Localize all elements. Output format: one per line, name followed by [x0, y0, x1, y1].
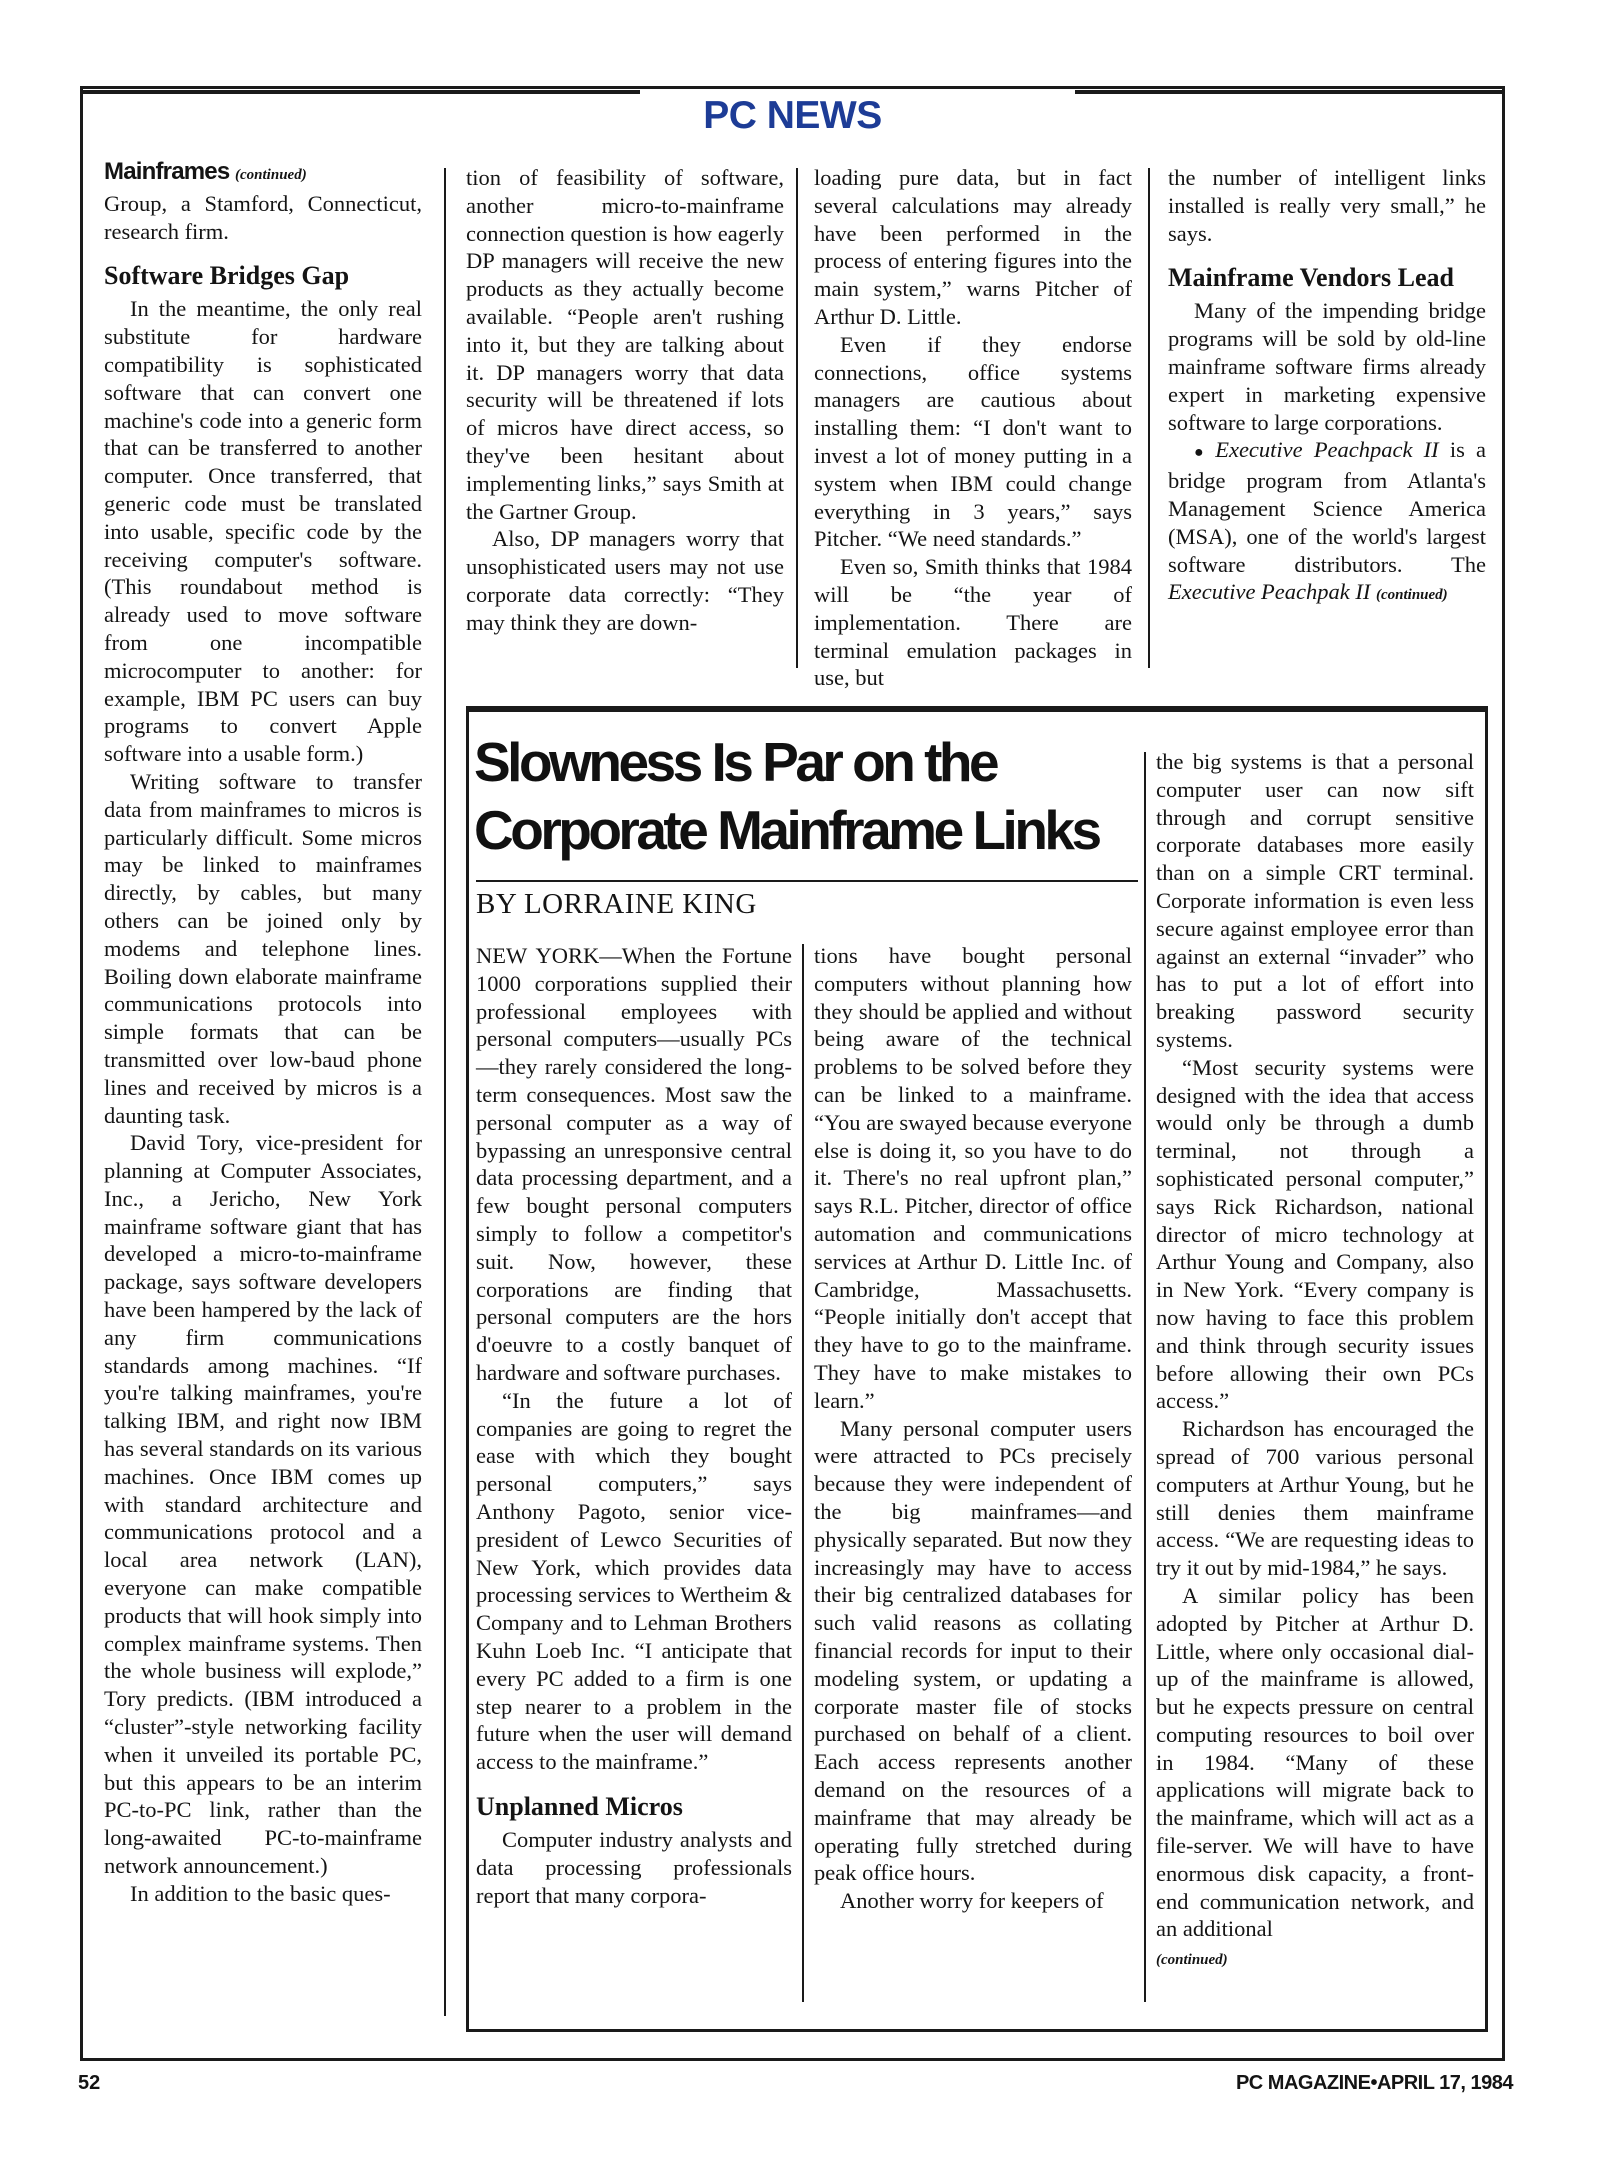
paragraph: Also, DP managers worry that unsophisticated users may not use corporate data correctly: “They may think they are down- — [466, 526, 784, 635]
column-rule — [1144, 752, 1146, 2002]
paragraph: Another worry for keepers of — [840, 1888, 1104, 1914]
paragraph: the number of intelligent links installed is really very small,” he says. — [1168, 165, 1486, 246]
paragraph: Group, a Stamford, Connecticut, research firm. — [104, 190, 422, 244]
column-2 — [466, 164, 784, 637]
article-byline: BY LORRAINE KING — [476, 880, 1138, 921]
column-1 — [104, 158, 422, 1908]
article-column-1 — [476, 942, 792, 1909]
paragraph: Many personal computer users were attracted to PCs precisely because they were independent of the big mainframes—and physically separated. But now they increasingly may have to access their big centralized databases for such valid reasons as collating financial records for input to their modeling system, or updating a corporate master file of stocks purchased on behalf of a client. Each access represents another demand on the resources of a mainframe that may already be operating fully stretched during peak office hours. — [814, 1415, 1132, 1886]
subhead-unplanned-micros: Unplanned Micros — [476, 1791, 683, 1821]
kicker-continued: (continued) — [235, 167, 307, 183]
subhead-software-bridges-gap: Software Bridges Gap — [104, 261, 350, 291]
subhead-mainframe-vendors-lead: Mainframe Vendors Lead — [1168, 263, 1454, 293]
column-3 — [814, 164, 1132, 692]
paragraph: Richardson has encouraged the spread of 700 various personal computers at Arthur Young, but he still denies them mainframe access. “We are requesting ideas to try it out by mid-1984,” he says. — [1156, 1416, 1474, 1581]
paragraph: In the meantime, the only real substitute for hardware compatibility is sophisticated software that can convert one machine's code into a generic form that can be transferred to another computer. Once transferred, that generic code must be translated into usable, specific code by the receiving computer's software. (This roundabout method is already used to move software from one incompatible microcomputer to another: for example, IBM PC users can buy programs to convert Apple software into a usable form.) — [104, 296, 422, 767]
continued-note-line — [1156, 1943, 1474, 1975]
article-headline: Slowness Is Par on the Corporate Mainframe Links — [474, 731, 1099, 861]
paragraph: Computer industry analysts and data processing professionals report that many corpora- — [476, 1826, 792, 1908]
paragraph-bullet — [1168, 436, 1486, 610]
paragraph: Even if they endorse connections, office systems managers are cautious about installing them: “I don't want to invest a lot of money putting in a system when IBM could change everything in 3 years,” says Pitcher. “We need standards.” — [814, 331, 1132, 552]
kicker: Mainframes — [104, 158, 230, 185]
column-rule — [444, 168, 446, 2016]
column-rule — [1148, 168, 1150, 668]
italic-title: Executive Peachpak II — [1168, 579, 1371, 605]
paragraph: David Tory, vice-president for planning at Computer Associates, Inc., a Jericho, New York mainframe software giant that has developed a micro-to-mainframe package, says software developers have been hampered by the lack of any firm communications standards among machines. “If you're talking mainframes, you're talking IBM, and right now IBM has several standards on its various machines. Once IBM comes up with standard architecture and communications protocol and a local area network (LAN), everyone can make compatible products that will hook simply into complex mainframe systems. Then the whole business will explode,” Tory predicts. (IBM introduced a “cluster”-style networking facility when it unveiled its portable PC, but this appears to be an interim PC-to-PC link, rather than the long-awaited PC-to-mainframe network announcement.) — [104, 1130, 422, 1879]
paragraph: tions have bought personal computers without planning how they should be applied and without being aware of the technical problems to be solved before they can be linked to a mainframe. “You are swayed because everyone else is doing it, so you have to do it. There's no real upfront plan,” says R.L. Pitcher, director of office automation and communications services at Arthur D. Little Inc. of Cambridge, Massachusetts. “People initially don't accept that they have to go to the mainframe. They have to make mistakes to learn.” — [814, 943, 1132, 1413]
article-column-2 — [814, 942, 1132, 1915]
article-column-3 — [1156, 748, 1474, 1975]
text-span: is a bridge program from Atlanta's Management Science America (MSA), one of the world's largest software distributors. The — [1168, 437, 1487, 577]
column-rule — [802, 944, 804, 2002]
column-rule — [796, 168, 798, 668]
kicker-line — [104, 158, 422, 190]
paragraph: In addition to the basic ques- — [130, 1880, 391, 1906]
paragraph: tion of feasibility of software, another micro-to-mainframe connection question is how eagerly DP managers will receive the new products as they actually become available. “People aren't rushing into it, but they are talking about it. DP managers worry that data security will be threatened if lots of micros have direct access, so they've been hesitant about implementing links,” says Smith at the Gartner Group. — [466, 165, 784, 524]
page-number: 52 — [78, 2072, 101, 2094]
italic-title: Executive Peachpack II — [1215, 437, 1439, 463]
section-header — [80, 86, 1505, 146]
paragraph: Even so, Smith thinks that 1984 will be “the year of implementation. There are terminal emulation packages in use, but — [814, 554, 1132, 691]
paragraph: the big systems is that a personal computer user can now sift through and corrupt sensitive corporate databases more easily than on a simple CRT terminal. Corporate information is even less secure against employee error than against an external “invader” who has to put a lot of effort into breaking password security systems. — [1156, 749, 1474, 1052]
paragraph: “In the future a lot of companies are going to regret the ease with which they bought personal computers,” says Anthony Pagoto, senior vice-president of Lewco Securities of New York, which provides data processing services to Wertheim & Company and to Lehman Brothers Kuhn Loeb Inc. “I anticipate that every PC added to a firm is one step nearer to a problem in the future when the user will demand access to the mainframe.” — [476, 1387, 792, 1775]
paragraph: loading pure data, but in fact several calculations may already have been performed in the process of entering figures into the main system,” warns Pitcher of Arthur D. Little. — [814, 165, 1132, 329]
continued-note: (continued) — [1376, 587, 1448, 604]
publication-dateline: PC MAGAZINE•APRIL 17, 1984 — [1235, 2072, 1513, 2094]
continued-note: (continued) — [1156, 1952, 1228, 1969]
paragraph: “Most security systems were designed with the idea that access would only be through a dumb terminal, not through a sophisticated personal computer,” says Rick Richardson, national director of micro technology at Arthur Young and Company, also in New York. “Every company is now having to face this problem and think through security issues before allowing their own PCs access.” — [1156, 1054, 1474, 1414]
section-title: PC NEWS — [703, 94, 882, 137]
column-4 — [1168, 164, 1486, 610]
paragraph: A similar policy has been adopted by Pitcher at Arthur D. Little, where only occasional dial-up of the mainframe is allowed, but he expects pressure on central computing resources to boil over in 1984. “Many of these applications will migrate back to the mainframe, which will act as a file-server. We will have to have enormous disk capacity, a front-end communication network, and an additional — [1156, 1582, 1474, 1942]
paragraph: NEW YORK—When the Fortune 1000 corporations supplied their professional employees with personal computers—usually PCs—they rarely considered the long-term consequences. Most saw the personal computer as a way of bypassing an unresponsive central data processing department, and a few bought personal computers simply to follow a competitor's suit. Now, however, these corporations are finding that personal computers are the hors d'oeuvre to a costly banquet of hardware and software purchases. — [476, 943, 792, 1385]
paragraph: Many of the impending bridge programs will be sold by old-line mainframe software firms already expert in marketing expensive software to large corporations. — [1168, 298, 1486, 435]
paragraph: Writing software to transfer data from mainframes to micros is particularly difficult. Some micros may be linked to mainframes directly, by cables, but many others can be joined only by modems and telephone lines. Boiling down elaborate mainframe communications protocols into simple formats that can be transmitted over low-baud phone lines and received by micros is a daunting task. — [104, 768, 422, 1128]
header-rule-right — [1075, 90, 1505, 94]
